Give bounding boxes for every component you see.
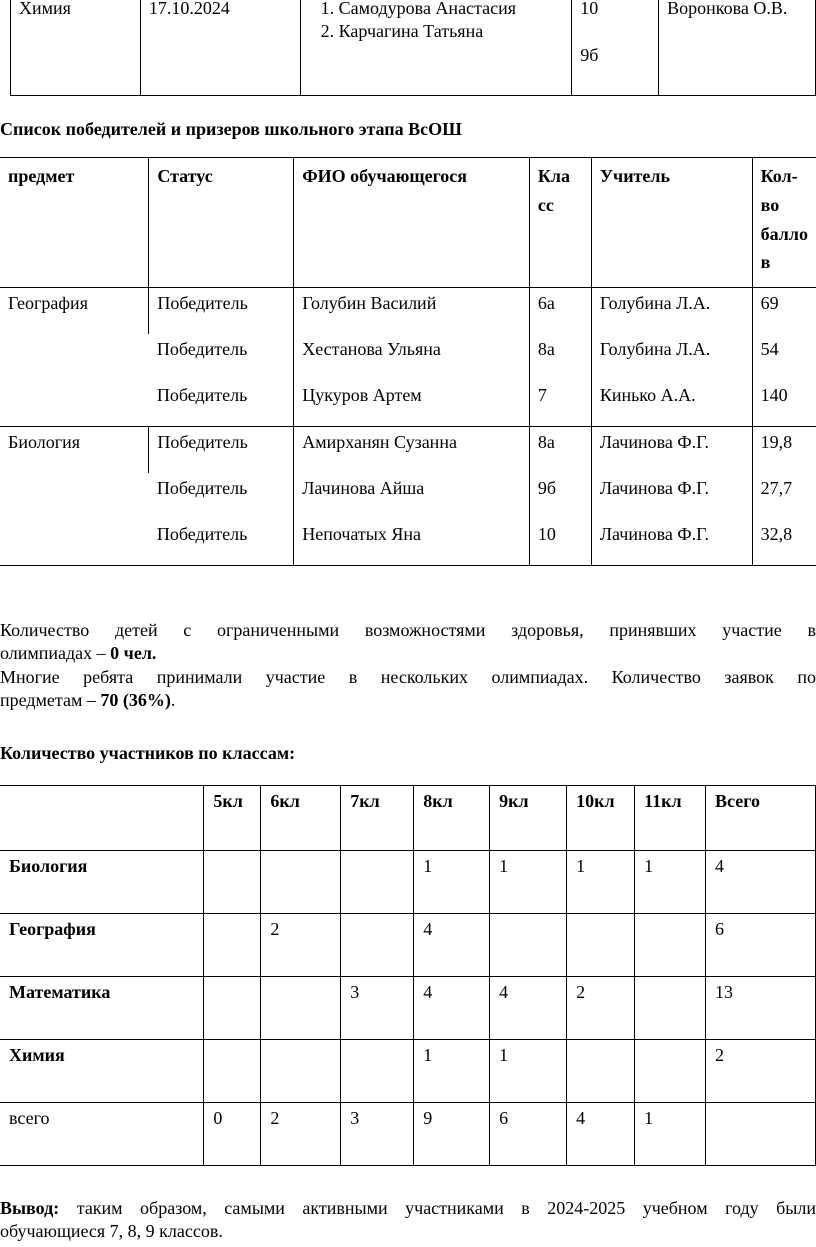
applications-end: . xyxy=(170,690,176,711)
table-row xyxy=(0,288,816,335)
class-cell: 10 xyxy=(529,519,591,566)
classes-heading: Количество участников по классам: xyxy=(0,743,296,763)
name-cell: Голубин Василий xyxy=(294,288,530,335)
count-cell xyxy=(341,914,414,977)
table-row xyxy=(0,1040,816,1103)
status-cell: Победитель xyxy=(149,288,294,335)
score-cell: 27,7 xyxy=(752,473,816,519)
count-cell: 9 xyxy=(414,1103,490,1166)
applications-line: предметам – xyxy=(0,690,101,711)
score-cell: 19,8 xyxy=(752,427,816,474)
class-value: 10 xyxy=(580,0,599,18)
students-cell xyxy=(300,0,572,96)
count-cell xyxy=(567,914,635,977)
students-list xyxy=(309,0,564,44)
count-cell xyxy=(341,1040,414,1103)
ovz-value: 0 чел. xyxy=(110,643,157,664)
header-cell: 9кл xyxy=(490,786,567,851)
class-cell: 8а xyxy=(529,427,591,474)
count-cell: 2 xyxy=(567,977,635,1040)
count-cell: 6 xyxy=(490,1103,567,1166)
subject-cell: Математика xyxy=(0,977,204,1040)
count-cell: 1 xyxy=(414,1040,490,1103)
chemistry-row-table xyxy=(10,0,816,96)
header-class-part: Кла xyxy=(537,166,571,186)
header-cell: 7кл xyxy=(341,786,414,851)
participants-table xyxy=(0,785,816,1166)
table-row xyxy=(0,427,816,474)
score-cell: 54 xyxy=(752,334,816,380)
table-row xyxy=(0,914,816,977)
total-cell xyxy=(706,1103,816,1166)
winners-table xyxy=(0,157,816,566)
teacher-cell: Голубина Л.А. xyxy=(591,334,752,380)
total-cell: 4 xyxy=(706,851,816,914)
total-row xyxy=(0,1103,816,1166)
count-cell: 4 xyxy=(414,914,490,977)
applications-line: Многие ребята принимали участие в нескольких олимпиадах. Количество заявок по xyxy=(0,667,816,687)
header-score-part: балло xyxy=(760,223,808,244)
header-status: Статус xyxy=(149,158,294,288)
header-class-part: сс xyxy=(537,194,554,215)
conclusion-line: обучающиеся 7, 8, 9 классов. xyxy=(0,1221,223,1242)
winners-title: Список победителей и призеров школьного этапа ВсОШ xyxy=(0,119,462,139)
applications-paragraph xyxy=(0,666,816,713)
conclusion-paragraph xyxy=(0,1197,816,1244)
score-cell: 140 xyxy=(752,380,816,427)
header-score-part: во xyxy=(760,194,780,215)
count-cell xyxy=(204,1040,261,1103)
count-cell: 1 xyxy=(635,851,706,914)
count-cell xyxy=(261,977,341,1040)
total-cell: 13 xyxy=(706,977,816,1040)
count-cell xyxy=(567,1040,635,1103)
count-cell: 4 xyxy=(567,1103,635,1166)
header-score-part: Кол- xyxy=(760,166,798,186)
name-cell: Хестанова Ульяна xyxy=(294,334,530,380)
count-cell xyxy=(635,1040,706,1103)
participants-header-row xyxy=(0,786,816,851)
ovz-paragraph xyxy=(0,619,816,666)
teacher-cell: Лачинова Ф.Г. xyxy=(591,473,752,519)
total-cell: 6 xyxy=(706,914,816,977)
status-cell: Победитель xyxy=(156,385,248,405)
count-cell xyxy=(635,914,706,977)
header-name: ФИО обучающегося xyxy=(294,158,530,288)
header-cell: 6кл xyxy=(261,786,341,851)
class-cell: 6а xyxy=(529,288,591,335)
count-cell: 4 xyxy=(490,977,567,1040)
count-cell xyxy=(261,851,341,914)
count-cell xyxy=(204,977,261,1040)
count-cell: 1 xyxy=(635,1103,706,1166)
count-cell: 2 xyxy=(261,914,341,977)
class-cell: 7 xyxy=(529,380,591,427)
class-cell: 8а xyxy=(529,334,591,380)
student-item: 1. Самодурова Анастасия xyxy=(339,0,564,20)
header-cell: 10кл xyxy=(567,786,635,851)
count-cell xyxy=(204,914,261,977)
status-cell: Победитель xyxy=(156,478,248,498)
status-cell: Победитель xyxy=(149,427,294,474)
subject-cell: Химия xyxy=(11,0,141,96)
date-cell: 17.10.2024 xyxy=(140,0,300,96)
count-cell: 1 xyxy=(490,851,567,914)
header-score-part: в xyxy=(760,252,771,273)
count-cell: 1 xyxy=(490,1040,567,1103)
total-cell: 2 xyxy=(706,1040,816,1103)
teacher-cell: Голубина Л.А. xyxy=(591,288,752,335)
teacher-cell: Кинько А.А. xyxy=(591,380,752,427)
conclusion-label: Вывод: xyxy=(0,1198,60,1218)
teacher-cell: Лачинова Ф.Г. xyxy=(591,519,752,566)
count-cell: 4 xyxy=(414,977,490,1040)
count-cell xyxy=(204,851,261,914)
conclusion-line: таким образом, самыми активными участниками в 2024-2025 учебном году были xyxy=(59,1198,816,1218)
applications-value: 70 (36%) xyxy=(100,690,171,711)
count-cell: 1 xyxy=(567,851,635,914)
count-cell xyxy=(490,914,567,977)
header-class xyxy=(529,158,591,288)
classes-cell xyxy=(572,0,659,96)
header-cell: 11кл xyxy=(635,786,706,851)
total-label: всего xyxy=(0,1103,204,1166)
table-row xyxy=(0,977,816,1040)
count-cell xyxy=(341,851,414,914)
header-score xyxy=(752,158,816,288)
name-cell: Непочатых Яна xyxy=(294,519,530,566)
name-cell: Цукуров Артем xyxy=(294,380,530,427)
count-cell: 0 xyxy=(204,1103,261,1166)
count-cell: 1 xyxy=(414,851,490,914)
subject-cell: Биология xyxy=(0,851,204,914)
header-cell: Всего xyxy=(706,786,816,851)
count-cell: 3 xyxy=(341,977,414,1040)
score-cell: 69 xyxy=(752,288,816,335)
header-cell xyxy=(0,786,204,851)
header-subject: предмет xyxy=(0,158,149,288)
table-row xyxy=(0,851,816,914)
subject-cell: Химия xyxy=(0,1040,204,1103)
ovz-line: олимпиадах – xyxy=(0,643,111,664)
header-cell: 5кл xyxy=(204,786,261,851)
class-cell: 9б xyxy=(529,473,591,519)
count-cell: 3 xyxy=(341,1103,414,1166)
status-cell: Победитель xyxy=(149,519,294,566)
count-cell xyxy=(635,977,706,1040)
count-cell: 2 xyxy=(261,1103,341,1166)
count-cell xyxy=(261,1040,341,1103)
teacher-cell: Лачинова Ф.Г. xyxy=(591,427,752,474)
status-cell: Победитель xyxy=(156,339,248,359)
group-subject: Биология xyxy=(0,427,149,566)
chemistry-row xyxy=(11,0,816,96)
name-cell: Амирханян Сузанна xyxy=(294,427,530,474)
score-cell: 32,8 xyxy=(752,519,816,566)
header-cell: 8кл xyxy=(414,786,490,851)
subject-cell: География xyxy=(0,914,204,977)
class-value: 9б xyxy=(580,45,599,66)
name-cell: Лачинова Айша xyxy=(294,473,530,519)
winners-header-row xyxy=(0,158,816,288)
teacher-cell: Воронкова О.В. xyxy=(659,0,816,96)
group-subject: География xyxy=(0,288,149,427)
ovz-line: Количество детей с ограниченными возможностями здоровья, принявших участие в xyxy=(0,620,816,640)
student-item: 2. Карчагина Татьяна xyxy=(339,20,564,43)
header-teacher: Учитель xyxy=(591,158,752,288)
